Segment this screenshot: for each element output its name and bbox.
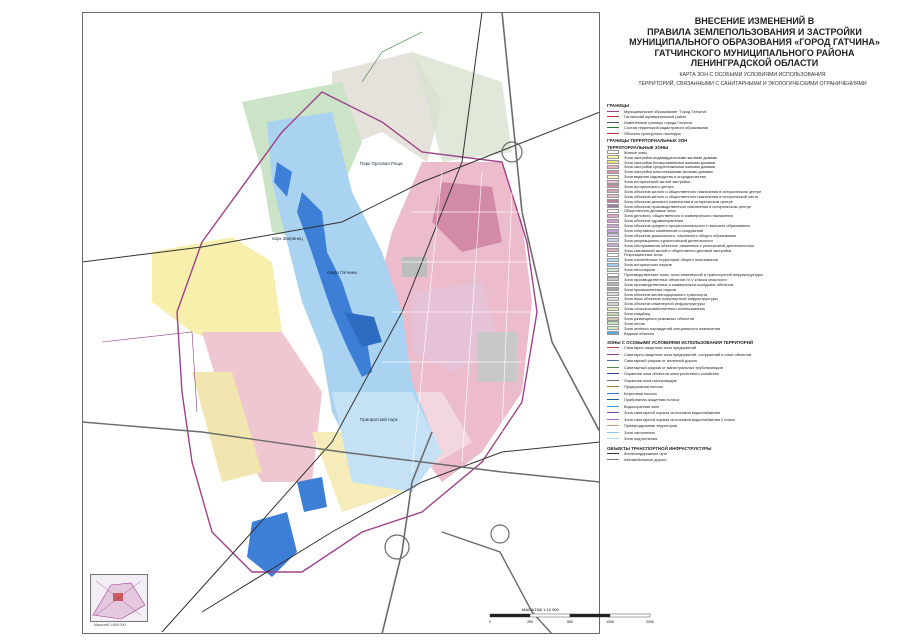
legend-borders-list (607, 108, 898, 136)
legend-item-label: Зона промышленных парков (624, 286, 676, 292)
legend-item-label: Зона застройки индивидуальными жилыми домами (624, 154, 718, 160)
map-area[interactable] (82, 12, 600, 634)
legend-zones-header2: ТЕРРИТОРИАЛЬНЫЕ ЗОНЫ (607, 144, 669, 150)
legend-item-label: Зона ведения садоводства и огородничества (624, 174, 706, 180)
legend-item-label: Жилые зоны (624, 149, 647, 155)
legend-line-swatch (607, 425, 619, 426)
legend-item-label: Санитарно-защитная зона предприятий (624, 345, 697, 351)
legend-item-label: Зона объектов инженерной инфраструктуры (624, 301, 705, 307)
legend-color-swatch (607, 229, 619, 233)
legend-item-label: Зона застройки среднеэтажными жилыми домами (624, 164, 715, 170)
legend-item-label: Зона лесов (624, 320, 645, 326)
scale-label: МАСШТАБ 1:10 000 (522, 607, 559, 612)
label-park-center: парк Зверинец (272, 236, 303, 241)
legend-color-swatch (607, 277, 619, 281)
legend-color-swatch (607, 184, 619, 188)
legend-color-swatch (607, 243, 619, 247)
legend-item-label: Зона озеленённых территорий общего пользования (624, 257, 718, 263)
legend-line-swatch (607, 347, 619, 348)
legend-color-swatch (607, 263, 619, 267)
legend-special-list (607, 345, 898, 443)
legend-item-label: Прибрежная защитная полоса (624, 397, 680, 403)
legend-transport-header: ОБЪЕКТЫ ТРАНСПОРТНОЙ ИНФРАСТРУКТУРЫ (607, 446, 712, 452)
legend-color-swatch (607, 219, 619, 223)
legend-color-swatch (607, 253, 619, 257)
legend-item-label: Санитарно-защитная зона предприятий, сооружений и иных объектов (624, 351, 752, 357)
legend-color-swatch (607, 297, 619, 301)
legend-borders-header: ГРАНИЦЫ (607, 103, 630, 109)
subtitle-line: КАРТА ЗОН С ОСОБЫМИ УСЛОВИЯМИ ИСПОЛЬЗОВАНИЯ (679, 71, 826, 78)
legend-color-swatch (607, 165, 619, 169)
legend-item (607, 457, 898, 463)
legend-item-label: Зона исторических парков (624, 262, 672, 268)
legend-item-label: Зона кладбищ (624, 311, 650, 317)
legend-item-label: Общественно-деловые зоны (624, 208, 676, 214)
map-subtitle (607, 72, 898, 88)
title-line: ЛЕНИНГРАДСКОЙ ОБЛАСТИ (690, 58, 819, 68)
legend-item-label: Зона производственных объектов IV-V класса опасности (624, 276, 727, 282)
legend-line-swatch (607, 367, 619, 368)
legend-color-swatch (607, 199, 619, 203)
legend-item-label: Зона лесопарков (624, 267, 655, 273)
legend-item-label: Железнодорожные пути (624, 451, 668, 457)
legend-item-label: Зона объектов здравоохранения (624, 218, 684, 224)
legend-item-label: Водные объекты (624, 330, 655, 336)
legend-panel (607, 12, 898, 634)
legend-item-label: Зоны сельскохозяйственного использования (624, 306, 705, 312)
legend-line-swatch (607, 116, 619, 117)
inset-caption: Масштаб 1:500 000 (94, 623, 126, 627)
scale-segment (530, 614, 570, 617)
title-line: МУНИЦИПАЛЬНОГО ОБРАЗОВАНИЯ «ГОРОД ГАТЧИНА» (629, 37, 880, 47)
legend-item-label: Производственные зоны, зоны инженерной и транспортной инфраструктуры (624, 272, 764, 278)
legend-line-swatch (607, 122, 619, 123)
scale-segment (570, 614, 610, 617)
legend-item-label: Зона санитарной охраны источников водоснабжения (624, 410, 720, 416)
legend-item-label: Береговая полоса (624, 390, 657, 396)
map-title (607, 16, 898, 69)
legend-line-swatch (607, 419, 619, 420)
legend-line-swatch (607, 453, 619, 454)
legend-item-label: Зона размещения режимных объектов (624, 316, 694, 322)
title-line: ПРАВИЛА ЗЕМЛЕПОЛЬЗОВАНИЯ И ЗАСТРОЙКИ (647, 26, 862, 37)
legend-item-label: Изменённые границы города Гатчина (624, 119, 692, 125)
legend-line-swatch (607, 399, 619, 400)
legend-line-swatch (607, 373, 619, 374)
legend-item-label: Охранная зона газопроводов (624, 377, 677, 383)
legend-color-swatch (607, 224, 619, 228)
legend-color-swatch (607, 302, 619, 306)
legend-line-swatch (607, 412, 619, 413)
legend-item-label: Рекреационные зоны (624, 252, 663, 258)
legend-color-swatch (607, 204, 619, 208)
legend-color-swatch (607, 194, 619, 198)
legend-item-label: Придорожная полоса (624, 384, 663, 390)
legend-color-swatch (607, 326, 619, 330)
legend-item-label: Состав территорий кадастрового образования (624, 125, 709, 131)
legend-item-label: Гатчинский муниципальный район (624, 114, 687, 120)
legend-item-label: Зона исторической жилой застройки (624, 179, 691, 185)
legend-item-label: Зона исторического центра (624, 184, 674, 189)
legend-line-swatch (607, 354, 619, 355)
legend-color-swatch (607, 268, 619, 272)
legend-line-swatch (607, 406, 619, 407)
legend-item-label: Зона зелёных насаждений специального назначения (624, 325, 720, 331)
legend-item-label: Зона производственных и коммунально-складских объектов (624, 281, 734, 287)
title-line: ВНЕСЕНИЕ ИЗМЕНЕНИЙ В (694, 16, 815, 26)
legend-item-label: Зона объектов делового назначения в историческом центре (624, 198, 734, 204)
legend-item-label: Автомобильные дороги (624, 456, 667, 462)
legend-item-label: Приаэродромная территория (624, 423, 678, 429)
legend-line-swatch (607, 438, 619, 439)
scale-segment (490, 614, 530, 617)
legend-transport-list (607, 451, 898, 462)
map-frame (82, 12, 600, 634)
subtitle-line: ТЕРРИТОРИЙ, СВЯЗАННЫМИ С САНИТАРНЫМИ И ЭКОЛОГИЧЕСКИМИ ОГРАНИЧЕНИЯМИ (638, 80, 867, 87)
legend-item-label: Зона рекреационно-туристической деятельности (624, 237, 713, 243)
legend-item-label: Зона объектов жилого и общественного назначения в исторической части (624, 193, 759, 199)
legend-item-label: Водоохранная зона (624, 403, 660, 409)
legend-color-swatch (607, 209, 619, 213)
legend-color-swatch (607, 317, 619, 321)
legend-color-swatch (607, 155, 619, 159)
legend-color-swatch (607, 321, 619, 325)
legend-line-swatch (607, 459, 619, 460)
scale-segment (610, 614, 650, 617)
legend-item (607, 130, 898, 136)
legend-item-label: Зона санитарной охраны источников водоснабжения 2 пояса (624, 416, 735, 422)
legend-line-swatch (607, 432, 619, 433)
legend-item-label: Муниципальное образование "Город Гатчина" (624, 108, 708, 114)
legend-color-swatch (607, 248, 619, 252)
legend-item-label: Зона делового, общественного и коммерческого назначения (624, 213, 734, 219)
legend-item (607, 331, 898, 336)
legend-item-label: Объекты культурного наследия (624, 130, 681, 136)
legend-color-swatch (607, 150, 619, 154)
legend-color-swatch (607, 233, 619, 237)
legend-color-swatch (607, 258, 619, 262)
legend-color-swatch (607, 189, 619, 193)
legend-line-swatch (607, 380, 619, 381)
scale-tick-label: 250 (527, 620, 533, 624)
scale-tick-label: 1000 (606, 620, 614, 624)
legend-color-swatch (607, 312, 619, 316)
legend-item (607, 436, 898, 443)
legend-color-swatch (607, 180, 619, 184)
title-line: ГАТЧИНСКОГО МУНИЦИПАЛЬНОГО РАЙОНА (654, 47, 855, 58)
legend-line-swatch (607, 360, 619, 361)
legend-line-swatch (607, 111, 619, 112)
legend-color-swatch (607, 170, 619, 174)
legend-item-label: Зона иных объектов транспортной инфраструктуры (624, 296, 718, 302)
legend-item-label: Зона смешанной жилой и общественно-деловой застройки (624, 247, 732, 253)
label-park-south: Приоратский парк (360, 417, 398, 422)
legend-color-swatch (607, 175, 619, 179)
legend-item-label: Зона обслуживания объектов, связанных с религиозной деятельностью (624, 242, 755, 248)
legend-line-swatch (607, 133, 619, 134)
legend-item-label: Зона затопления (624, 429, 655, 435)
scale-tick-label: 500 (567, 620, 573, 624)
scale-tick-label: 2000 (646, 620, 654, 624)
legend-item-label: Зона спортивных комплексов и сооружений (624, 228, 704, 234)
map-sheet (82, 12, 898, 634)
legend-color-swatch (607, 331, 619, 335)
legend-item-label: Зона объектов дошкольного, начального общего образования (624, 232, 737, 238)
legend-special-header: ЗОНЫ С ОСОБЫМИ УСЛОВИЯМИ ИСПОЛЬЗОВАНИЯ ТЕРРИТОРИЙ (607, 339, 754, 345)
legend-zones-header: ГРАНИЦЫ ТЕРРИТОРИАЛЬНЫХ ЗОН (607, 137, 688, 143)
label-park-north: Парк Орловая Роща (360, 161, 403, 166)
legend-color-swatch (607, 292, 619, 296)
legend-line-swatch (607, 393, 619, 394)
legend-color-swatch (607, 214, 619, 218)
scale-tick-label: 0 (489, 620, 491, 624)
legend-item-label: Охранная зона объектов электросетевого хозяйства (624, 371, 719, 377)
legend-item-label: Зона объектов жилого и общественного назначения в историческом центре (624, 188, 762, 194)
legend-color-swatch (607, 238, 619, 242)
legend-color-swatch (607, 282, 619, 286)
legend-item-label: Зона объектов среднего профессионального и высшего образования (624, 223, 750, 229)
label-lake: озеро Гатчина (327, 270, 357, 275)
legend-item-label: Санитарный разрыв от железной дороги (624, 358, 698, 364)
legend-item-label: Зона застройки многоэтажными жилыми домами (624, 169, 713, 175)
legend-item-label: Зона подтопления (624, 436, 658, 442)
legend-item-label: Зона объектов производственного назначения в историческом центре (624, 203, 752, 209)
legend-color-swatch (607, 307, 619, 311)
legend-zones-list (607, 150, 898, 336)
legend-item-label: Санитарный разрыв от магистральных трубопроводов (624, 364, 723, 370)
legend-line-swatch (607, 386, 619, 387)
legend-line-swatch (607, 127, 619, 128)
legend-color-swatch (607, 273, 619, 277)
legend-color-swatch (607, 160, 619, 164)
legend-item-label: Зона застройки блокированными жилыми домами (624, 159, 715, 165)
scale-bar (482, 612, 662, 628)
legend-color-swatch (607, 287, 619, 291)
legend-item-label: Зона объектов железнодорожного транспорта (624, 291, 708, 297)
